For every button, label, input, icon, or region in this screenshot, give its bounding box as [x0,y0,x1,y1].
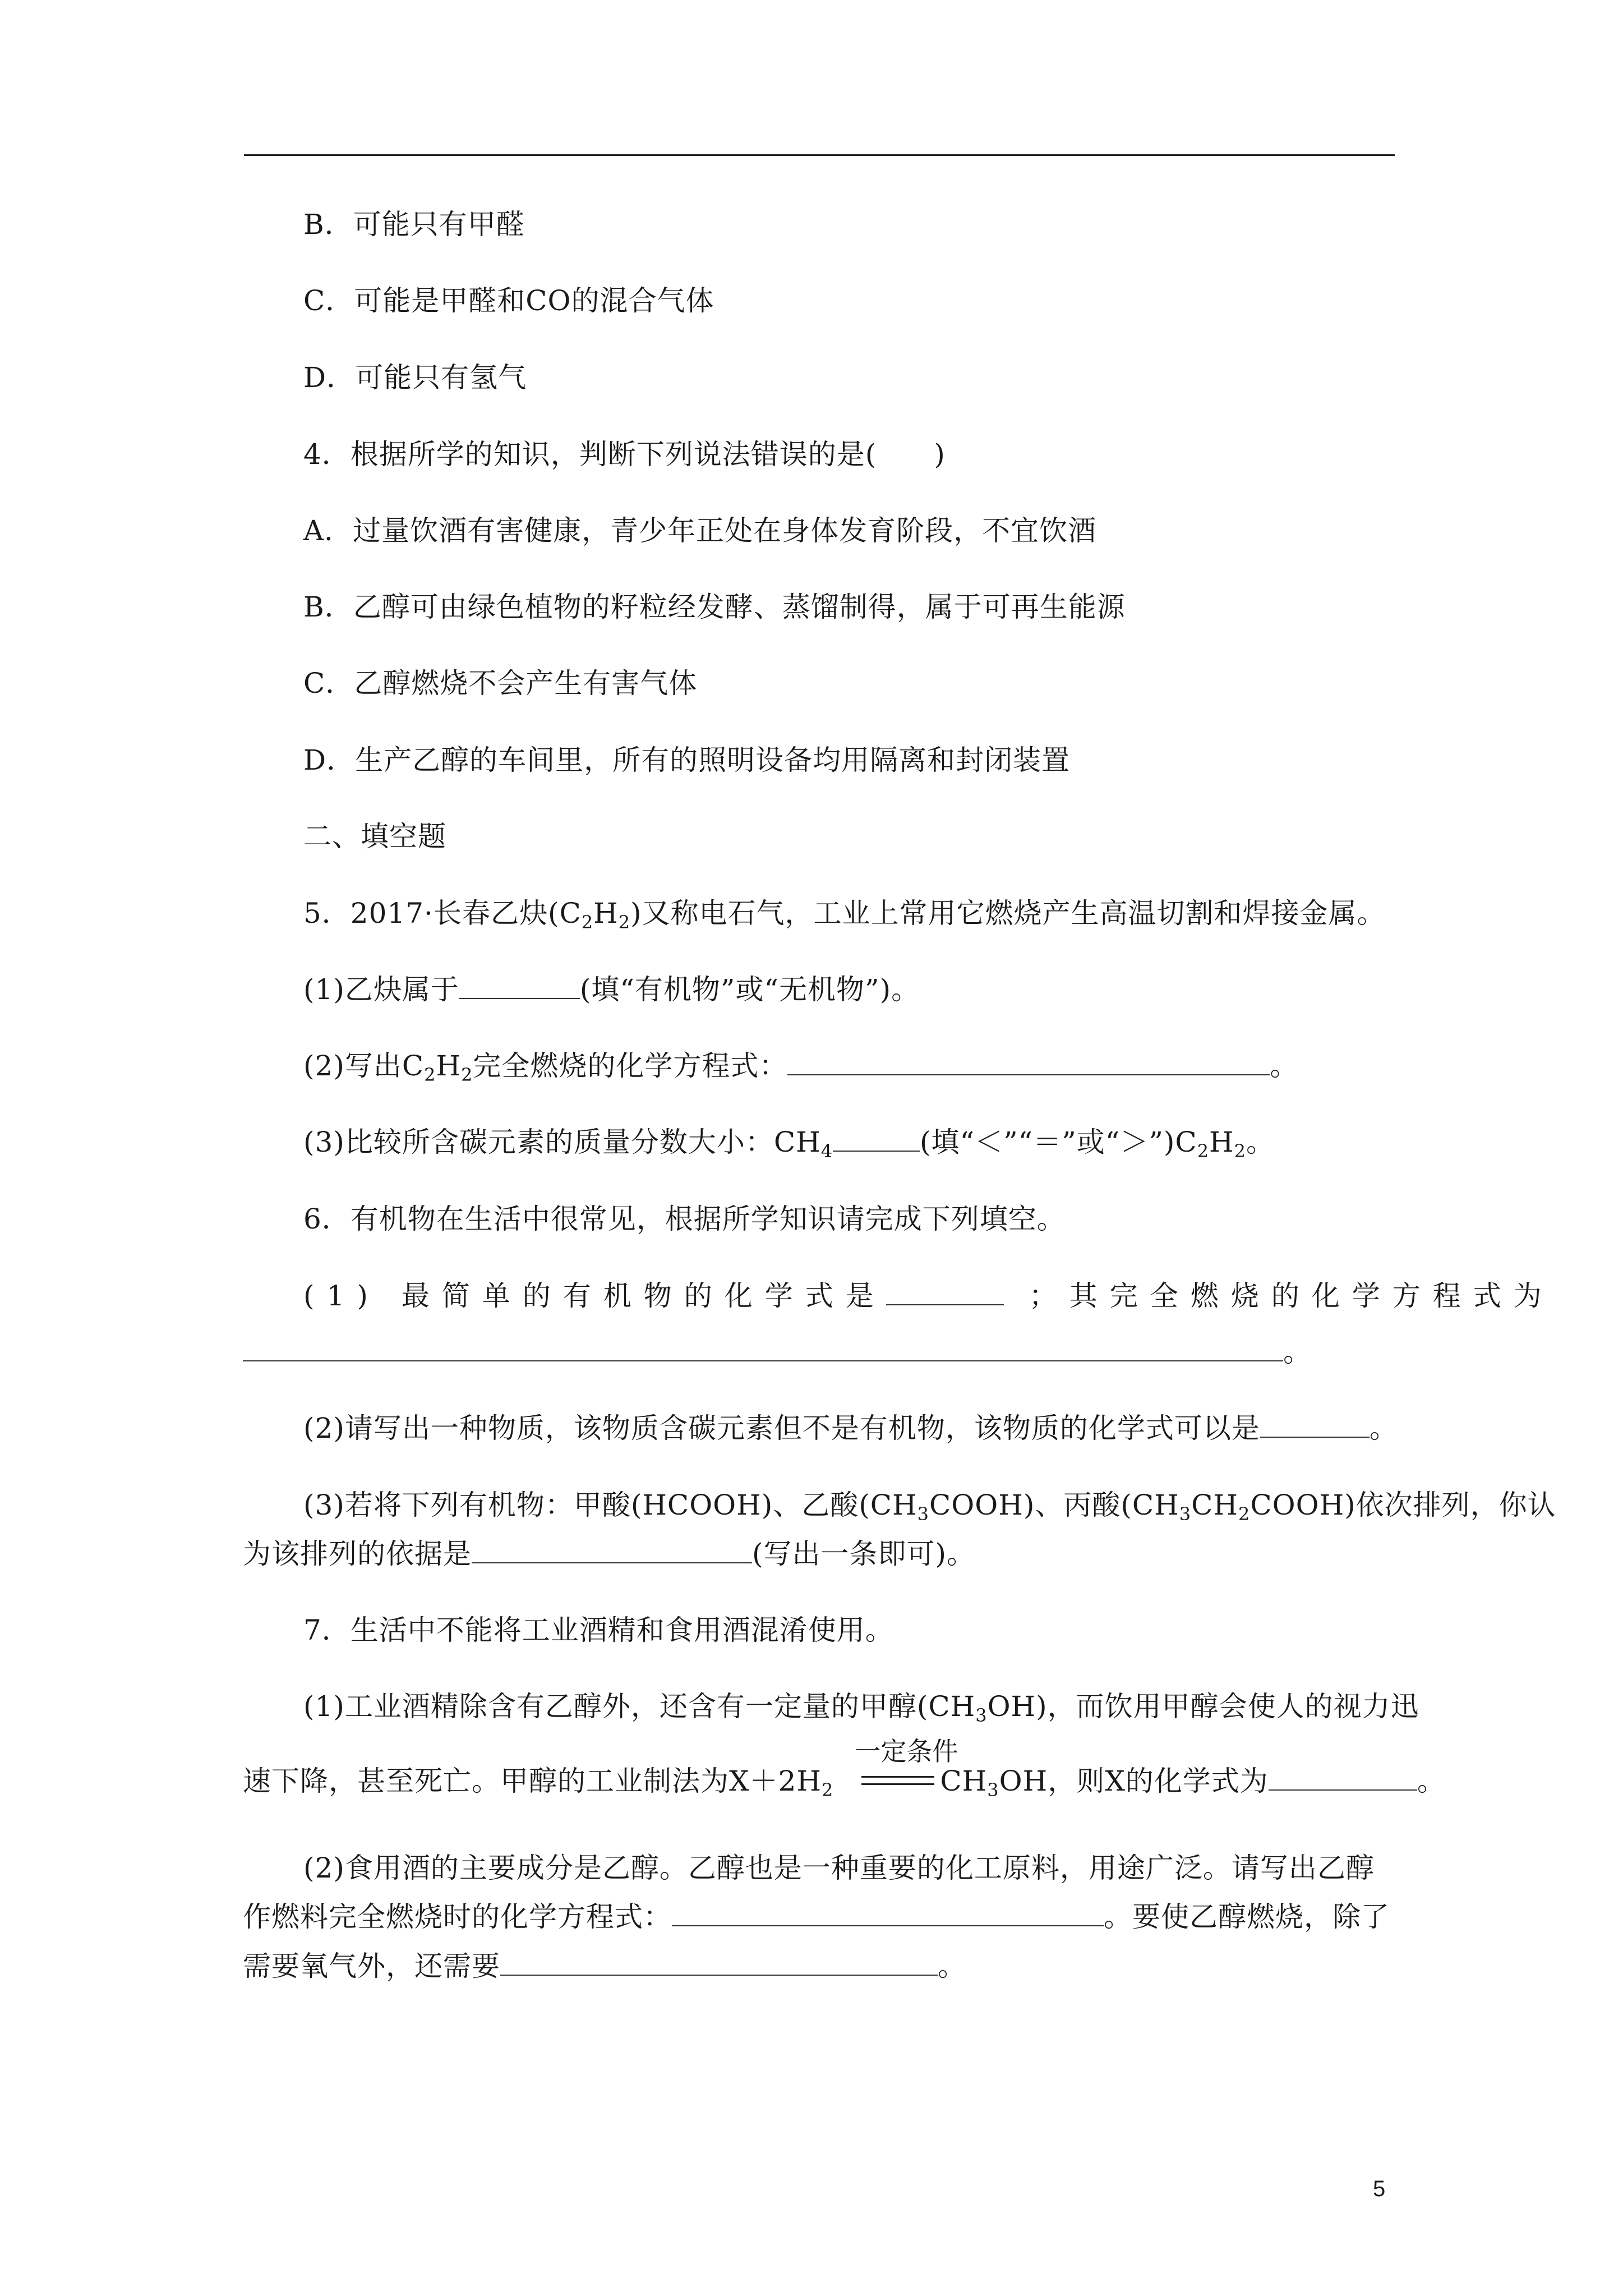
answer-blank[interactable] [1269,1767,1417,1791]
q3-option-d: D．可能只有氢气 [303,361,527,394]
q7-part-1: (1)工业酒精除含有乙醇外，还含有一定量的甲醇$(CH_3OH)$，而饮用甲醇会使人的视力迅 [303,1690,1419,1726]
q3-option-b: B．可能只有甲醛 [303,208,525,241]
answer-blank[interactable] [833,1128,920,1152]
answer-blank[interactable] [472,1540,752,1563]
reaction-condition: 一定条件 [855,1736,958,1766]
q7-part-2-cont2: 需要氧气外，还需要 。 [243,1950,966,1982]
q6-part-2: (2)请写出一种物质，该物质含碳元素但不是有机物，该物质的化学式可以是 。 [303,1412,1398,1444]
answer-blank[interactable] [243,1338,1283,1361]
answer-blank[interactable] [787,1052,1270,1075]
reaction-arrow [855,1736,958,1791]
q4-option-d: D．生产乙醇的车间里，所有的照明设备均用隔离和封闭装置 [303,744,1071,776]
section-title: 二、填空题 [303,820,446,853]
q4-option-a: A．过量饮酒有害健康，青少年正处在身体发育阶段，不宜饮酒 [303,514,1097,547]
answer-blank[interactable] [1260,1414,1370,1438]
q6-part-1-cont: 。 [243,1335,1312,1369]
q5-part-2: (2)写出$C_2H_2$完全燃烧的化学方程式： 。 [303,1050,1299,1085]
q4-option-c: C．乙醇燃烧不会产生有害气体 [303,667,698,700]
q6-part-1: (1) 最简单的有机物的化学式是 ；其完全燃烧的化学方程式为 [303,1280,1554,1312]
answer-blank[interactable] [672,1903,1104,1926]
page-number: 5 [1373,2177,1386,2201]
q4-stem: 4．根据所学的知识，判断下列说法错误的是( ) [303,438,946,471]
q5-stem: 5．2017·长春乙炔$(C_2H_2)$又称电石气，工业上常用它燃烧产生高温切割和焊接金属。 [303,897,1386,933]
answer-blank[interactable] [459,976,580,999]
q6-stem: 6．有机物在生活中很常见，根据所学知识请完成下列填空。 [303,1203,1066,1235]
q7-part-1-cont: 速下降，甚至死亡。甲醇的工业制法为$X+2H_2$ 一定条件 $CH_3OH$，则X的化学式为 。 [243,1757,1446,1798]
q7-part-2: (2)食用酒的主要成分是乙醇。乙醇也是一种重要的化工原料，用途广泛。请写出乙醇 [303,1852,1375,1884]
q7-stem: 7．生活中不能将工业酒精和食用酒混淆使用。 [303,1614,894,1646]
q7-part-2-cont: 作燃料完全燃烧时的化学方程式： 。要使乙醇燃烧，除了 [243,1901,1390,1933]
answer-blank[interactable] [500,1952,938,1976]
q4-option-b: B．乙醇可由绿色植物的籽粒经发酵、蒸馏制得，属于可再生能源 [303,591,1126,623]
q5-part-3: (3)比较所含碳元素的质量分数大小：$CH_4$ (填“＜”“＝”或“$>”)C_2H_2$。 [303,1126,1275,1162]
q5-part-1: (1)乙炔属于 (填“有机物”或“无机物”)。 [303,973,920,1006]
q3-option-c: C．可能是甲醛和CO的混合气体 [303,284,714,317]
answer-blank[interactable] [886,1282,1004,1305]
header-rule [244,154,1395,156]
q6-part-3: (3)若将下列有机物：甲酸(HCOOH)、乙酸$(CH_3COOH)$、丙酸$(CH_3CH_2COOH)$依次排列，你认 [303,1489,1556,1525]
q6-part-3-cont: 为该排列的依据是 (写出一条即可)。 [243,1538,976,1570]
